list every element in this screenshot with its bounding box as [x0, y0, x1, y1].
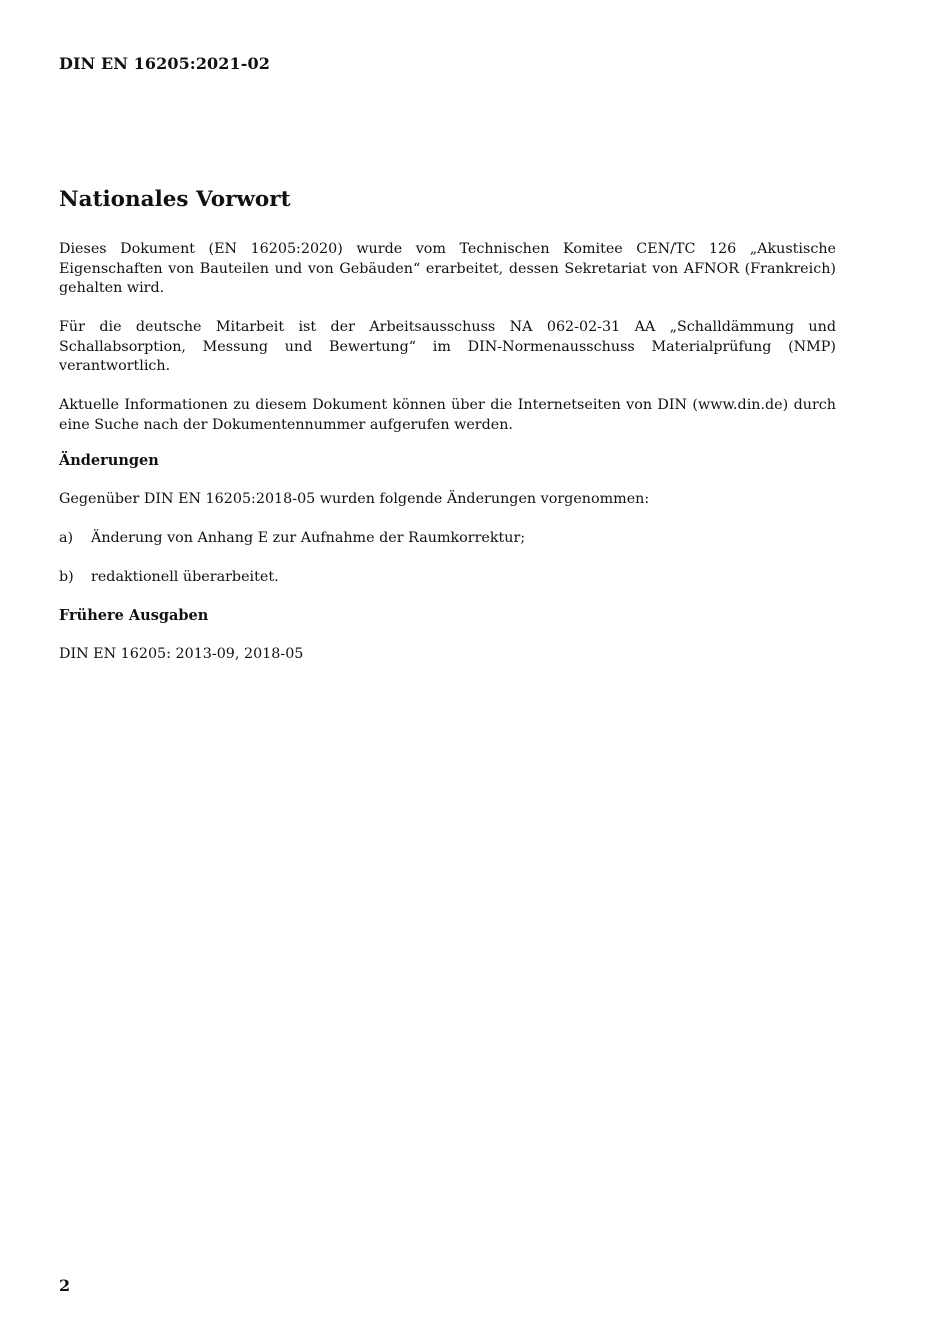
paragraph-committee: Dieses Dokument (EN 16205:2020) wurde vom Technischen Komitee CEN/TC 126 „Akustische Eigenschaften von Bauteilen und von Gebäuden“ erarbeitet, dessen Sekretariat von AFNOR (Frankreich) gehalten wird. [59, 241, 836, 296]
list-item-text: redaktionell überarbeitet. [91, 569, 279, 585]
changes-intro: Gegenüber DIN EN 16205:2018-05 wurden folgende Änderungen vorgenommen: [59, 491, 650, 507]
previous-editions-heading: Frühere Ausgaben [59, 607, 209, 624]
changes-heading: Änderungen [59, 452, 159, 469]
paragraph-working-committee: Für die deutsche Mitarbeit ist der Arbeitsausschuss NA 062-02-31 AA „Schalldämmung und Schallabsorption, Messung und Bewertung“ im DIN-Normenausschuss Materialprüfung (NMP) verantwortlich. [59, 319, 836, 374]
list-marker: b) [59, 569, 74, 585]
list-item-text: Änderung von Anhang E zur Aufnahme der Raumkorrektur; [91, 530, 526, 546]
list-marker: a) [59, 530, 74, 546]
section-title: Nationales Vorwort [59, 187, 291, 212]
previous-editions-text: DIN EN 16205: 2013-09, 2018-05 [59, 646, 304, 662]
list-item [59, 568, 279, 588]
page-number: 2 [59, 1276, 71, 1295]
list-item [59, 529, 525, 549]
document-id-header: DIN EN 16205:2021-02 [59, 54, 270, 73]
paragraph-information: Aktuelle Informationen zu diesem Dokument können über die Internetseiten von DIN (www.din.de) durch eine Suche nach der Dokumentennummer aufgerufen werden. [59, 397, 836, 433]
